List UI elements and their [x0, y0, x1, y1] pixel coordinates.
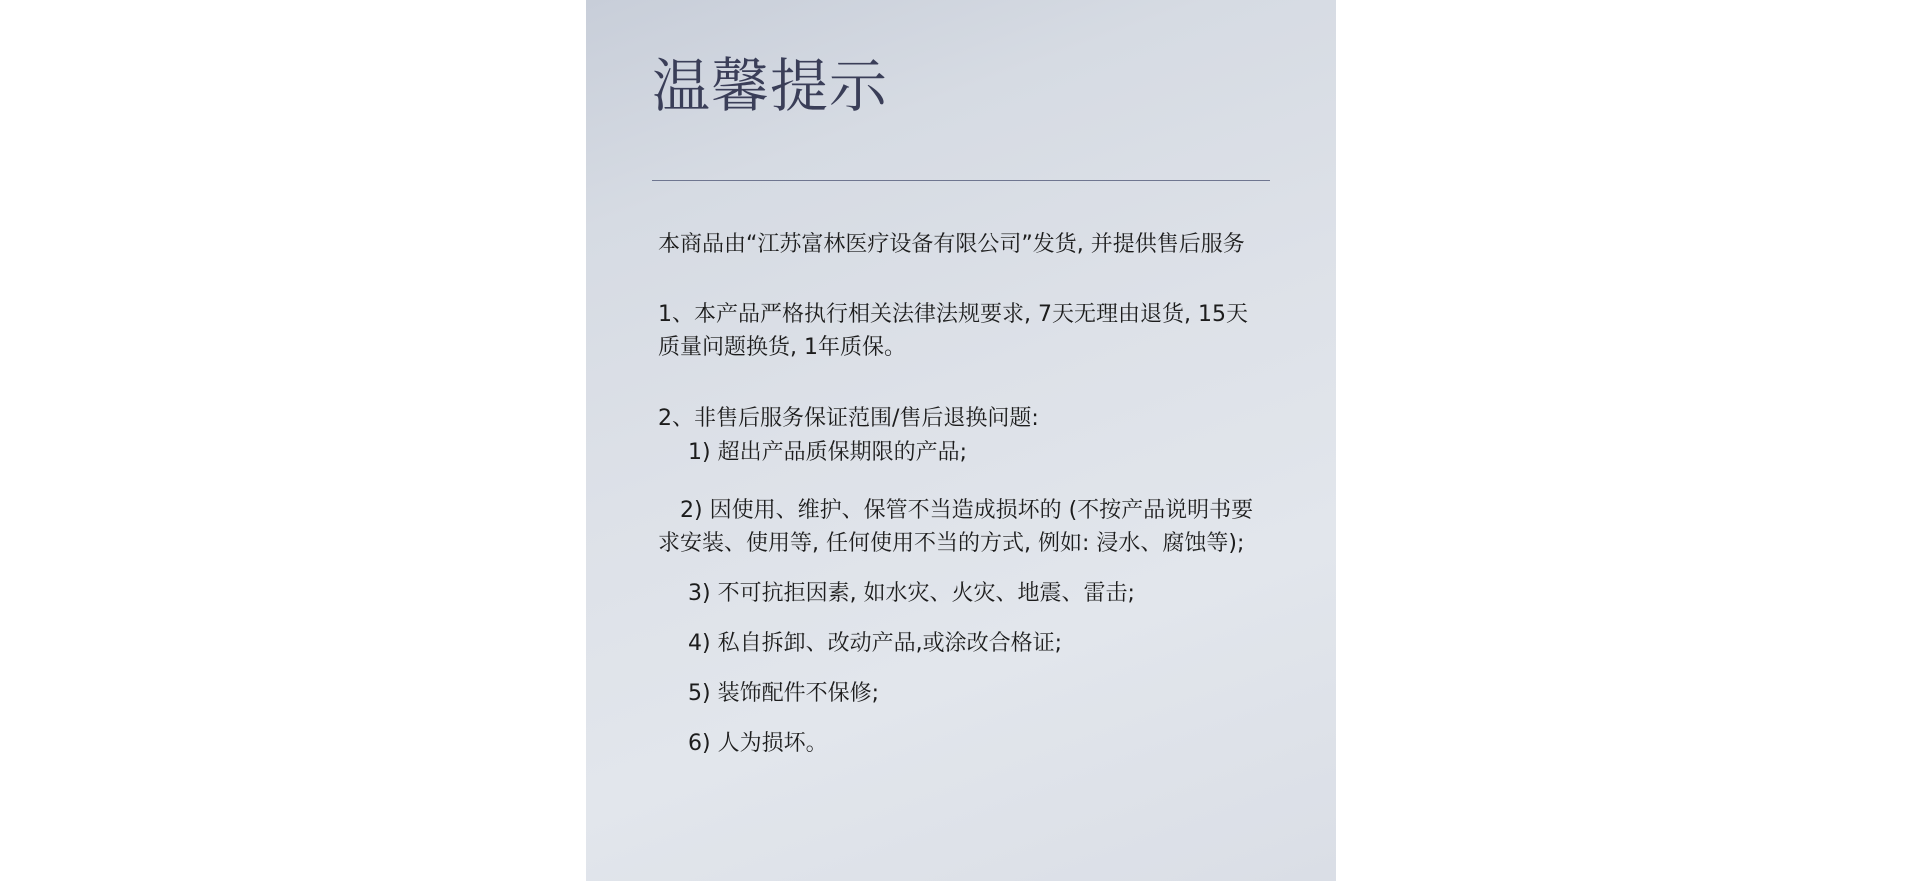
seller-statement: 本商品由“江苏富林医疗设备有限公司”发货, 并提供售后服务: [658, 232, 1245, 257]
exclusion-item-1: 1) 超出产品质保期限的产品;: [688, 440, 967, 465]
notice-card: [586, 0, 1336, 881]
exclusion-item-2-line-1: 2) 因使用、维护、保管不当造成损坏的 (不按产品说明书要: [680, 498, 1254, 523]
exclusion-item-3: 3) 不可抗拒因素, 如水灾、火灾、地震、雷击;: [688, 581, 1135, 606]
exclusion-item-5: 5) 装饰配件不保修;: [688, 681, 879, 706]
policy-line-1: 1、本产品严格执行相关法律法规要求, 7天无理由退货, 15天: [658, 302, 1248, 327]
exclusion-item-2-line-2: 求安装、使用等, 任何使用不当的方式, 例如: 浸水、腐蚀等);: [658, 531, 1245, 556]
title-divider: [652, 180, 1270, 181]
policy-line-2: 质量问题换货, 1年质保。: [658, 335, 906, 360]
notice-title: 温馨提示: [652, 52, 889, 120]
exclusions-heading: 2、非售后服务保证范围/售后退换问题:: [658, 406, 1039, 431]
exclusion-item-4: 4) 私自拆卸、改动产品,或涂改合格证;: [688, 631, 1062, 656]
exclusion-item-6: 6) 人为损坏。: [688, 731, 828, 756]
